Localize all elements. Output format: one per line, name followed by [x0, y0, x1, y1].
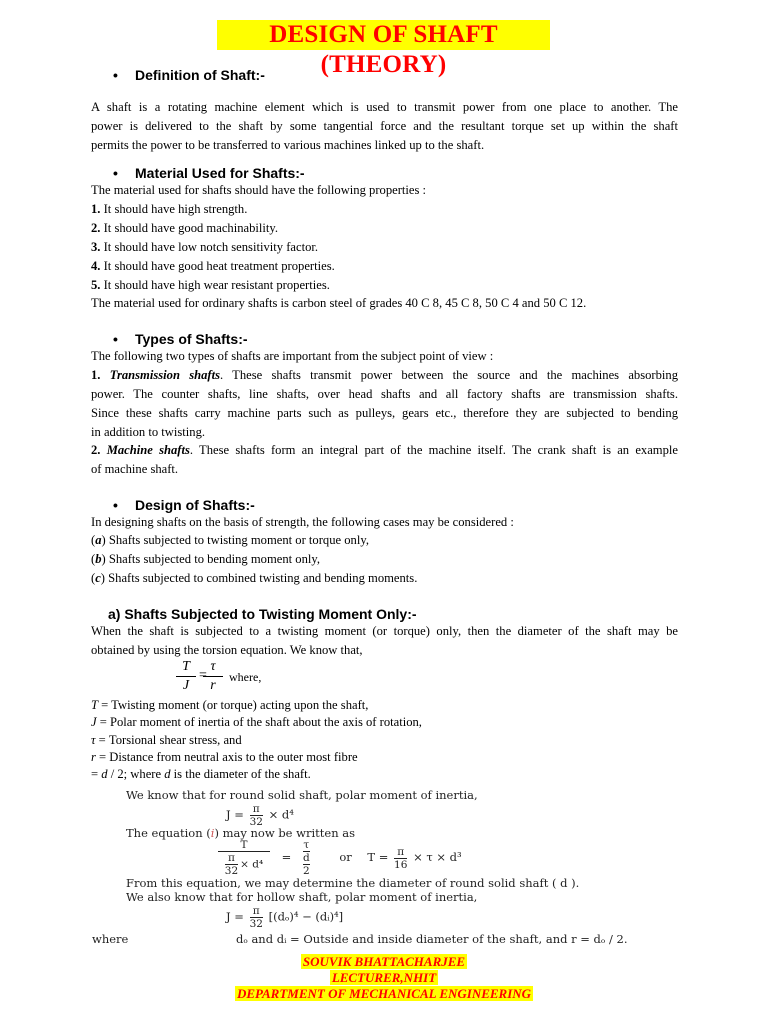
scan-equation-torque: T $\frac{\pi}{32}$ × d⁴ = τ d 2 or T = $\frac{\pi}{16}$ × τ × d³ [216, 839, 462, 877]
scan-line-equation-written: The equation (i) may now be written as [126, 826, 356, 840]
heading-twisting-moment: a) Shafts Subjected to Twisting Moment Only:- [108, 606, 417, 622]
design-case: (a) Shafts subjected to twisting moment or torque only, [91, 533, 369, 547]
material-item: 1. It should have high strength. [91, 202, 248, 216]
scan-where-label: where [92, 932, 129, 946]
definition-r: r = Distance from neutral axis to the outer most fibre [91, 750, 358, 764]
where-label: where, [229, 670, 262, 684]
definition-tau: τ = Torsional shear stress, and [91, 733, 242, 747]
heading-types: • Types of Shafts:- [113, 331, 248, 347]
material-closing: The material used for ordinary shafts is carbon steel of grades 40 C 8, 45 C 8, 50 C 4 and 50 C 12. [91, 296, 587, 310]
material-intro: The material used for shafts should have the following properties : [91, 183, 427, 197]
twisting-paragraph: When the shaft is subjected to a twisting moment (or torque) only, then the diameter of the shaft may be obtained by using the torsion equation. We know that, [91, 624, 678, 657]
scan-line-outside-inside-diameter: dₒ and dᵢ = Outside and inside diameter of the shaft, and r = dₒ / 2. [236, 932, 628, 946]
heading-design: • Design of Shafts:- [113, 497, 255, 513]
design-intro: In designing shafts on the basis of strength, the following cases may be considered : [91, 515, 514, 529]
definition-r-value: = d / 2; where d is the diameter of the shaft. [91, 767, 311, 781]
material-item: 5. It should have high wear resistant properties. [91, 278, 330, 292]
footer-role: LECTURER,NHIT [331, 970, 437, 985]
machine-shafts-paragraph: 2. Machine shafts. These shafts form an integral part of the machine itself. The crank shaft is an example of machine shaft. [91, 443, 678, 476]
scan-line-solid-shaft: We know that for round solid shaft, polar moment of inertia, [126, 788, 478, 802]
material-item: 3. It should have low notch sensitivity factor. [91, 240, 319, 254]
definition-paragraph: A shaft is a rotating machine element which is used to transmit power from one place to another. The power is delivered to the shaft by some tangential force and the resultant torque set up within the shaft permits the power to be transferred to various machines linked up to the shaft. [91, 100, 678, 152]
material-item: 2. It should have good machinability. [91, 221, 279, 235]
transmission-shafts-paragraph: 1. Transmission shafts. These shafts transmit power between the source and the machines absorbing power. The counter shafts, line shafts, over head shafts and all factory shafts are transmission shafts. Since these shafts carry machine parts such as pulleys, gears etc., therefore they are subjected to bending in addition to twisting. [91, 368, 678, 439]
heading-material: • Material Used for Shafts:- [113, 165, 305, 181]
fraction-tau-over-r: τ r [203, 659, 223, 694]
material-item: 4. It should have good heat treatment properties. [91, 259, 335, 273]
bullet-icon: • [113, 67, 118, 83]
scan-equation-hollow-polar-moment: J = $\frac{\pi}{32}$ [(dₒ)⁴ − (dᵢ)⁴] [226, 905, 344, 930]
design-case: (c) Shafts subjected to combined twisting and bending moments. [91, 571, 418, 585]
heading-definition: • Definition of Shaft:- [113, 67, 265, 83]
design-case: (b) Shafts subjected to bending moment only, [91, 552, 320, 566]
footer-author: SOUVIK BHATTACHARJEE [302, 954, 466, 969]
footer-department: DEPARTMENT OF MECHANICAL ENGINEERING [236, 986, 532, 1001]
bullet-icon: • [113, 165, 118, 181]
fraction-T-over-J: T J [176, 659, 196, 694]
scan-line-determine-diameter: From this equation, we may determine the diameter of round solid shaft ( d ). [126, 876, 580, 890]
bullet-icon: • [113, 497, 118, 513]
definition-J: J = Polar moment of inertia of the shaft about the axis of rotation, [91, 715, 422, 729]
page-title: DESIGN OF SHAFT (THEORY) [217, 20, 550, 50]
types-intro: The following two types of shafts are important from the subject point of view : [91, 349, 494, 363]
definition-T: T = Twisting moment (or torque) acting upon the shaft, [91, 698, 369, 712]
scan-equation-polar-moment: J = $\frac{\pi}{32}$ × d⁴ [226, 803, 294, 828]
equals-sign: = [199, 668, 207, 683]
bullet-icon: • [113, 331, 118, 347]
scan-line-hollow-shaft: We also know that for hollow shaft, polar moment of inertia, [126, 890, 478, 904]
